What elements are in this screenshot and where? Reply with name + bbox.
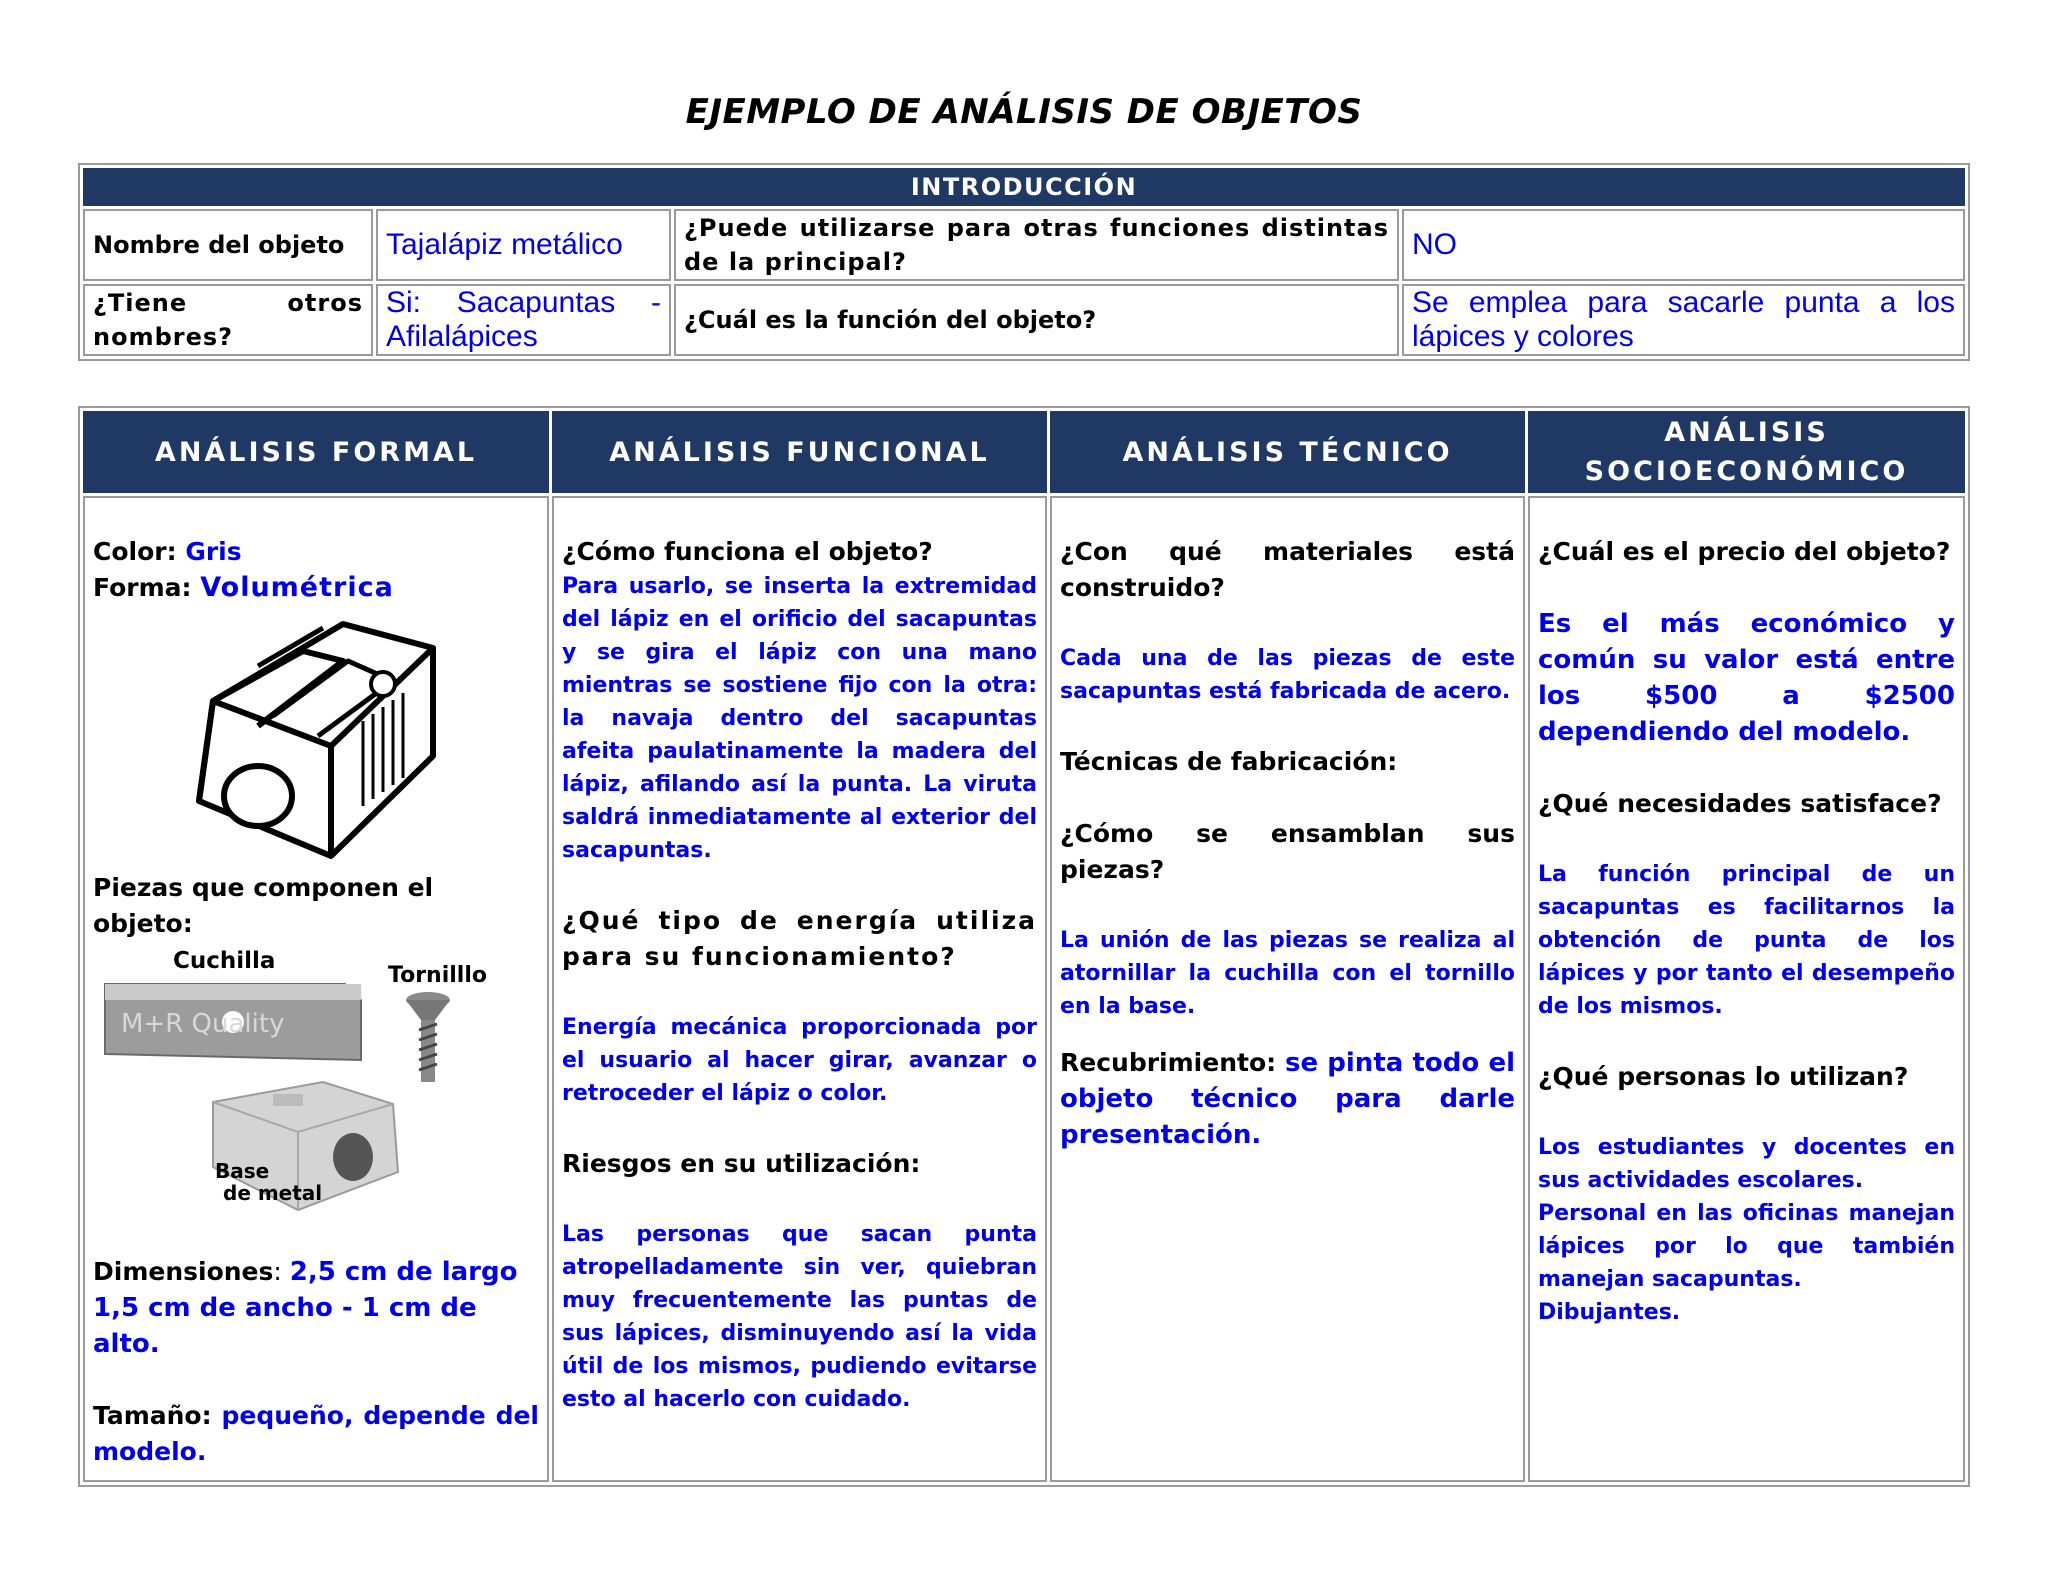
part-label-tornillo: Tornilllo bbox=[388, 963, 487, 988]
func-q2: ¿Qué tipo de energía utiliza para su funcionamiento? bbox=[562, 906, 1037, 971]
dim-label: Dimensiones bbox=[93, 1257, 274, 1286]
sharpener-drawing bbox=[93, 606, 533, 868]
tam-value: pequeño, depende del modelo. bbox=[93, 1401, 539, 1466]
tam-label: Tamaño: bbox=[93, 1401, 212, 1430]
intro-table bbox=[80, 165, 1968, 359]
func-a1: Para usarlo, se inserta la extremidad del lápiz en el orificio del sacapuntas y se gira el lápiz con una mano mientras se sostiene fijo con la otra: la navaja dentro del sacapuntas afeita paulatinamente la madera del lápiz, afilando así la punta. La viruta saldrá inmediatamente al exterior del sacapuntas. bbox=[562, 574, 1037, 863]
forma-row bbox=[93, 570, 539, 606]
tec-a3: La unión de las piezas se realiza al atornillar la cuchilla con el tornillo en la base. bbox=[1060, 928, 1515, 1019]
header-formal: ANÁLISIS FORMAL bbox=[83, 411, 549, 493]
dimensiones-row: Dimensiones: 2,5 cm de largo 1,5 cm de ancho - 1 cm de alto. bbox=[93, 1257, 518, 1359]
tec-a1: Cada una de las piezas de este sacapuntas está fabricada de acero. bbox=[1060, 646, 1515, 704]
rec-value: se pinta todo el objeto técnico para darle presentación. bbox=[1060, 1048, 1515, 1150]
socio-q1: ¿Cuál es el precio del objeto? bbox=[1538, 537, 1951, 566]
forma-value: Volumétrica bbox=[200, 572, 394, 603]
func-q3: Riesgos en su utilización: bbox=[562, 1149, 921, 1178]
column-formal bbox=[83, 496, 549, 1482]
part-label-base-1: Base bbox=[215, 1159, 270, 1183]
socio-a3-2: Personal en las oficinas manejan lápices por lo que también manejan sacapuntas. bbox=[1538, 1201, 1955, 1292]
header-funcional: ANÁLISIS FUNCIONAL bbox=[552, 411, 1047, 493]
tec-q2: Técnicas de fabricación: bbox=[1060, 747, 1398, 776]
piezas-label: Piezas que componen el objeto: bbox=[93, 873, 434, 938]
parts-photo bbox=[93, 942, 533, 1232]
socio-q3: ¿Qué personas lo utilizan? bbox=[1538, 1062, 1909, 1091]
page-title: EJEMPLO DE ANÁLISIS DE OBJETOS bbox=[685, 92, 1363, 132]
blade-text: M+R Quality bbox=[121, 1009, 285, 1039]
label-other-names: ¿Tiene otros nombres? bbox=[83, 284, 373, 356]
value-other-names: Si: Sacapuntas - Afilalápices bbox=[376, 284, 671, 356]
dim-value: 2,5 cm de largo 1,5 cm de ancho - 1 cm de alto. bbox=[93, 1257, 518, 1359]
tec-q3: ¿Cómo se ensamblan sus piezas? bbox=[1060, 819, 1515, 884]
func-a3: Las personas que sacan punta atropelladamente sin ver, quiebran muy frecuentemente las puntas de sus lápices, disminuyendo así la vida útil de los mismos, pudiendo evitarse esto al hacerlo con cuidado. bbox=[562, 1222, 1037, 1412]
socio-a3-3: Dibujantes. bbox=[1538, 1300, 1681, 1325]
part-label-base-2: de metal bbox=[223, 1181, 323, 1205]
func-q1: ¿Cómo funciona el objeto? bbox=[562, 537, 933, 566]
header-socio-line2: SOCIOECONÓMICO bbox=[1584, 456, 1909, 487]
header-socioeconomico bbox=[1528, 411, 1965, 493]
column-tecnico bbox=[1050, 496, 1525, 1482]
label-object-function: ¿Cuál es la función del objeto? bbox=[674, 284, 1399, 356]
value-object-name: Tajalápiz metálico bbox=[376, 209, 671, 281]
value-other-functions: NO bbox=[1402, 209, 1965, 281]
column-funcional bbox=[552, 496, 1047, 1482]
color-row bbox=[93, 534, 539, 570]
part-label-cuchilla: Cuchilla bbox=[173, 948, 276, 974]
color-value: Gris bbox=[185, 537, 242, 566]
analysis-table bbox=[80, 408, 1968, 1485]
func-a2: Energía mecánica proporcionada por el usuario al hacer girar, avanzar o retroceder el lápiz o color. bbox=[562, 1015, 1037, 1106]
rec-label: Recubrimiento: bbox=[1060, 1048, 1277, 1077]
forma-label: Forma: bbox=[93, 573, 192, 602]
tec-q1: ¿Con qué materiales está construido? bbox=[1060, 537, 1515, 602]
recubrimiento-row bbox=[1060, 1045, 1515, 1153]
tamano-row bbox=[93, 1398, 539, 1470]
socio-a2: La función principal de un sacapuntas es facilitarnos la obtención de punta de los lápices y por tanto el desempeño de los mismos. bbox=[1538, 862, 1955, 1019]
column-socioeconomico bbox=[1528, 496, 1965, 1482]
value-object-function: Se emplea para sacarle punta a los lápices y colores bbox=[1402, 284, 1965, 356]
label-object-name: Nombre del objeto bbox=[83, 209, 373, 281]
header-tecnico: ANÁLISIS TÉCNICO bbox=[1050, 411, 1525, 493]
header-socio-line1: ANÁLISIS bbox=[1664, 417, 1829, 448]
intro-heading: INTRODUCCIÓN bbox=[83, 168, 1965, 206]
socio-q2: ¿Qué necesidades satisface? bbox=[1538, 789, 1942, 818]
color-label: Color: bbox=[93, 537, 177, 566]
label-other-functions: ¿Puede utilizarse para otras funciones distintas de la principal? bbox=[674, 209, 1399, 281]
socio-a3-1: Los estudiantes y docentes en sus actividades escolares. bbox=[1538, 1135, 1955, 1193]
socio-a1: Es el más económico y común su valor está entre los $500 a $2500 dependiendo del modelo. bbox=[1538, 609, 1955, 747]
